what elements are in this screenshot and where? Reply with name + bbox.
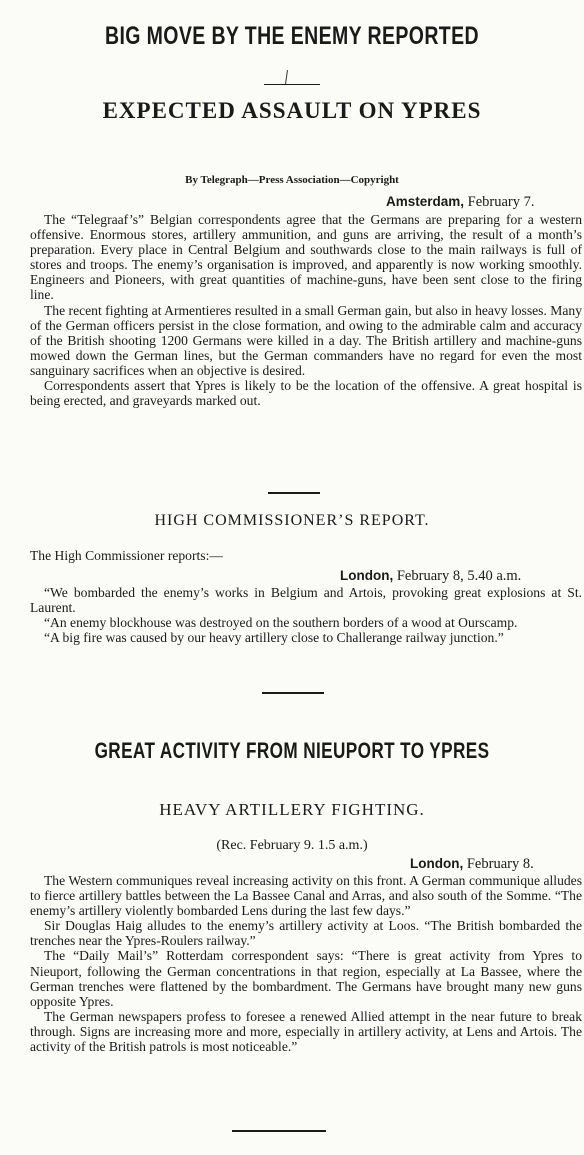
headline-big-move: BIG MOVE BY THE ENEMY REPORTED xyxy=(105,22,479,50)
byline: By Telegraph—Press Association—Copyright xyxy=(185,174,399,186)
dateline-date: February 7. xyxy=(467,194,535,210)
dateline-place: London, xyxy=(410,856,464,871)
dateline-date: February 8. xyxy=(466,856,534,872)
paragraph: The recent fighting at Armentieres resulted in a small German gain, but also in heavy losses. Many of the German officers persist in the close formation, and owing to the admirable calm and accuracy of the British shooting 1200 Germans were killed in a day. The British artillery and machine-guns mowed down the German lines, but the German commanders have no regard for even the most sanguinary sacrifices when an objective is desired. xyxy=(30,302,582,378)
paragraph: “An enemy blockhouse was destroyed on the southern borders of a wood at Ourscamp. xyxy=(44,615,518,631)
dateline-london-2 xyxy=(410,856,534,873)
subheadline-ypres: EXPECTED ASSAULT ON YPRES xyxy=(102,98,482,123)
article2-intro-block xyxy=(30,548,582,563)
paragraph: Correspondents assert that Ypres is likely to be the location of the offensive. A great hospital is being erected, and graveyards marked out. xyxy=(30,378,582,409)
paragraph: The Western communiques reveal increasing activity on this front. A German communique alludes to fierce artillery battles between the La Bassee Canal and Arras, and also south of the Somme. “The enemy’s artillery violently bombarded Lens during the last few days.” xyxy=(30,873,582,919)
paragraph: The “Daily Mail’s” Rotterdam correspondent says: “There is great activity from Ypres to Nieuport, following the German concentrations in that region, especially at La Bassee, where the German trenches were flattened by the bombardment. The Germans have brought many new guns opposite Ypres. xyxy=(30,948,582,1009)
section-rule xyxy=(262,692,324,694)
headline-high-commissioner: HIGH COMMISSIONER’S REPORT. xyxy=(154,512,430,529)
article1-body xyxy=(30,212,582,408)
end-rule xyxy=(232,1130,326,1132)
paragraph: The German newspapers profess to foresee a renewed Allied attempt in the near future to break through. Signs are increasing more and more, especially in artillery activity, at Lens and Artois. The activity of the British patrols is most noticeable.” xyxy=(30,1008,582,1055)
paragraph: “A big fire was caused by our heavy artillery close to Challerange railway junction.” xyxy=(44,630,504,646)
short-rule xyxy=(264,84,320,85)
article2-body xyxy=(30,585,582,645)
received-line: (Rec. February 9. 1.5 a.m.) xyxy=(216,838,368,853)
article3-body xyxy=(30,873,582,1054)
paragraph: “We bombarded the enemy’s works in Belgium and Artois, provoking great explosions at St. Laurent. xyxy=(30,585,582,616)
paragraph: The “Telegraaf’s” Belgian correspondents agree that the Germans are preparing for a western offensive. Enormous stores, artillery ammunition, and guns are arriving, the result of a month’s preparation. Every place in Central Belgium and southwards close to the main railways is full of stores and troops. The enemy’s organisation is improved, and apparently is now working smoothly. Engineers and Pioneers, with great quantities of machine-guns, have been sent close to the firing line. xyxy=(30,212,582,303)
subheadline-artillery: HEAVY ARTILLERY FIGHTING. xyxy=(159,800,425,819)
headline-nieuport-ypres: GREAT ACTIVITY FROM NIEUPORT TO YPRES xyxy=(94,738,490,763)
dateline-date: February 8, 5.40 a.m. xyxy=(396,568,522,584)
dateline-place: Amsterdam, xyxy=(386,194,465,209)
dateline-amsterdam xyxy=(386,194,535,211)
separator-mark xyxy=(285,70,288,84)
dateline-place: London, xyxy=(340,568,394,583)
intro-line: The High Commissioner reports:— xyxy=(30,548,223,563)
section-rule xyxy=(268,492,320,494)
dateline-london-1 xyxy=(340,568,521,585)
paragraph: Sir Douglas Haig alludes to the enemy’s artillery activity at Loos. “The British bombarded the trenches near the Ypres-Roulers railway.” xyxy=(30,918,582,949)
